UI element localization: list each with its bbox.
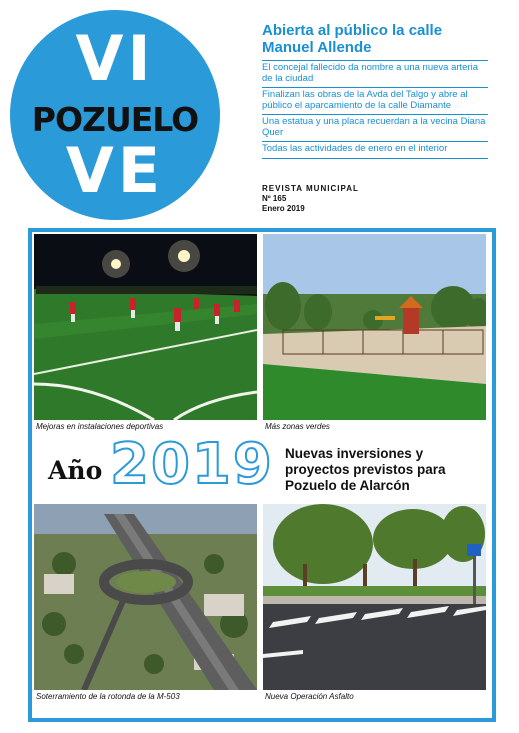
issue-date: Enero 2019: [262, 204, 305, 213]
photo-roundabout: [34, 504, 257, 690]
photo-sports-field: [34, 234, 257, 420]
caption-sports: Mejoras en instalaciones deportivas: [36, 422, 164, 431]
caption-roundabout: Soterramiento de la rotonda de la M-503: [36, 692, 180, 701]
logo-line-ve: VE: [65, 134, 165, 207]
banner-tagline: Nuevas inversiones y proyectos previstos para Pozuelo de Alarcón: [285, 446, 446, 493]
masthead-logo: [10, 10, 220, 220]
photo-asphalt: [263, 504, 486, 690]
banner-ano: Año: [48, 456, 103, 485]
headline-item: Todas las actividades de enero en el interior: [262, 141, 488, 159]
sports-field-image: [34, 234, 257, 420]
headline-item: Finalizan las obras de la Avda del Talgo y abre al público el aparcamiento de la calle Diamante: [262, 87, 488, 114]
road-image: [263, 504, 486, 690]
issue-info: [262, 184, 359, 214]
lead-headline: Abierta al público la calle Manuel Allende: [262, 22, 443, 56]
magazine-label: REVISTA MUNICIPAL: [262, 184, 359, 193]
photo-frame: [28, 228, 496, 722]
photo-green-zone: [263, 234, 486, 420]
banner-year: 2019: [110, 432, 274, 497]
cover-headlines: [262, 22, 488, 159]
logo-line-vi: VI: [75, 22, 155, 95]
park-image: [263, 234, 486, 420]
headline-item: Una estatua y una placa recuerdan a la vecina Diana Quer: [262, 114, 488, 141]
caption-green: Más zonas verdes: [265, 422, 330, 431]
issue-number: Nº 165: [262, 194, 287, 203]
headline-item: El concejal fallecido da nombre a una nueva arteria de la ciudad: [262, 60, 488, 87]
aerial-image: [34, 504, 257, 690]
logo-line-pozuelo: POZUELO: [31, 100, 199, 139]
caption-asphalt: Nueva Operación Asfalto: [265, 692, 354, 701]
